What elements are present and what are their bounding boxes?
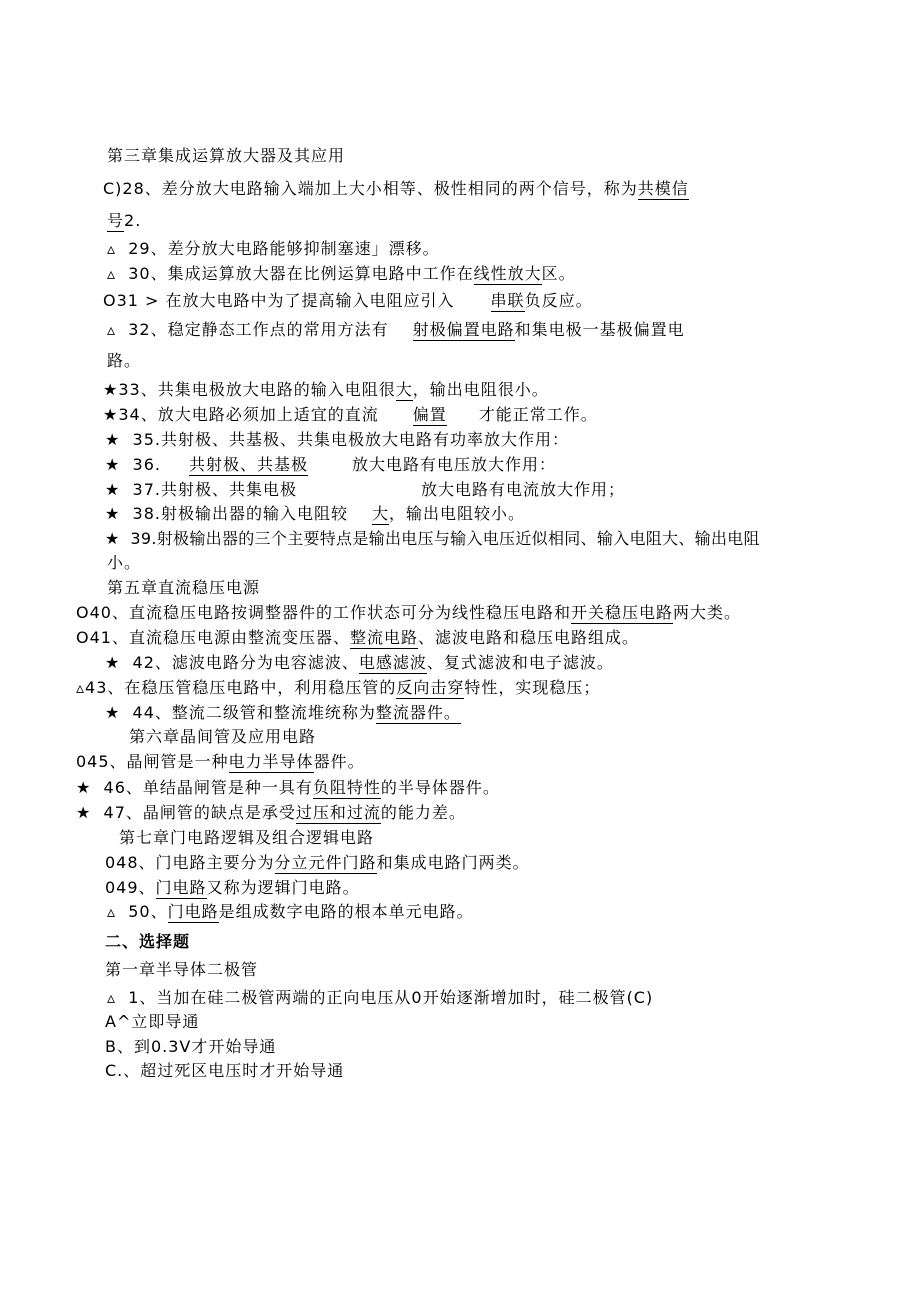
- question-28-cont: 号2.: [107, 211, 142, 230]
- answer-blank: 分立元件门路: [274, 853, 377, 872]
- question-36: ★ 36. 共射极、共基极 放大电路有电压放大作用：: [105, 455, 556, 474]
- question-45: 045、晶闸管是一种电力半导体器件。: [76, 752, 365, 771]
- question-49: 049、门电路又称为逻辑门电路。: [105, 878, 360, 897]
- answer-blank: 开关稳压电路: [570, 603, 673, 622]
- answer-blank: 共模信: [637, 179, 689, 198]
- question-28: C)28、差分放大电路输入端加上大小相等、极性相同的两个信号，称为共模信: [103, 179, 689, 198]
- answer-blank: 线性放大: [473, 264, 542, 283]
- option-b: B、到0.3V才开始导通: [105, 1037, 277, 1056]
- answer-blank: 射极偏置电路: [412, 320, 515, 339]
- answer-blank: 串联: [490, 291, 525, 310]
- answer-blank: 过压和过流: [295, 803, 381, 822]
- chapter-7-title: 第七章门电路逻辑及组合逻辑电路: [119, 828, 375, 847]
- answer-blank: 电感滤波: [358, 653, 427, 672]
- chapter-6-title: 第六章晶间管及应用电路: [129, 727, 317, 746]
- answer-blank: 共射极、共基极: [188, 455, 308, 474]
- question-50: ▵ 50、门电路是组成数字电路的根本单元电路。: [107, 902, 474, 921]
- question-30: ▵ 30、集成运算放大器在比例运算电路中工作在线性放大区。: [107, 264, 576, 283]
- answer-blank: 号: [107, 211, 125, 230]
- answer-blank: 反向击穿: [396, 678, 465, 697]
- question-32: ▵ 32、稳定静态工作点的常用方法有 射极偏置电路和集电极一基极偏置电: [107, 320, 685, 339]
- question-33: ★33、共集电极放大电路的输入电阻很大，输出电阻很小。: [103, 380, 549, 399]
- question-40: O40、直流稳压电路按调整器件的工作状态可分为线性稳压电路和开关稳压电路两大类。: [76, 603, 741, 622]
- answer-blank: 大: [371, 504, 389, 523]
- answer-blank: 偏置: [412, 405, 447, 424]
- answer-blank: 整流器件。: [375, 703, 461, 722]
- question-39-cont: 小。: [107, 553, 142, 572]
- answer-blank: 负阻特性: [312, 778, 381, 797]
- option-c: C.、超过死区电压时才开始导通: [105, 1061, 345, 1080]
- answer-blank: 门电路: [155, 878, 207, 897]
- question-39: ★ 39.射极输出器的三个主要特点是输出电压与输入电压近似相同、输入电阻大、输出电阻: [105, 529, 760, 548]
- question-35: ★ 35.共射极、共基极、共集电极放大电路有功率放大作用：: [105, 430, 569, 449]
- question-47: ★ 47、晶闸管的缺点是承受过压和过流的能力差。: [76, 803, 466, 822]
- option-a: A^立即导通: [105, 1012, 200, 1031]
- question-46: ★ 46、单结晶闸管是种一具有负阻特性的半导体器件。: [76, 778, 500, 797]
- mc-question-1: ▵ 1、当加在硅二极管两端的正向电压从0开始逐渐增加时，硅二极管(C): [107, 988, 654, 1007]
- chapter-1-title: 第一章半导体二极管: [105, 960, 259, 979]
- question-32-cont: 路。: [107, 351, 142, 370]
- question-38: ★ 38.射极输出器的输入电阻较 大，输出电阻较小。: [105, 504, 525, 523]
- answer-blank: 大: [395, 380, 413, 399]
- section-2-heading: 二、选择题: [105, 932, 191, 951]
- chapter-5-title: 第五章直流稳压电源: [107, 578, 261, 597]
- answer-blank: 门电路: [167, 902, 219, 921]
- question-42: ★ 42、滤波电路分为电容滤波、电感滤波、复式滤波和电子滤波。: [105, 653, 614, 672]
- question-29: ▵ 29、差分放大电路能够抑制塞速」漂移。: [107, 239, 440, 258]
- question-31: O31 > 在放大电路中为了提高输入电阻应引入 串联负反应。: [103, 291, 593, 310]
- question-41: O41、直流稳压电源由整流变压器、整流电路、滤波电路和稳压电路组成。: [76, 628, 639, 647]
- question-48: 048、门电路主要分为分立元件门路和集成电路门两类。: [105, 853, 530, 872]
- chapter-3-title: 第三章集成运算放大器及其应用: [107, 146, 346, 165]
- question-34: ★34、放大电路必须加上适宜的直流 偏置 才能正常工作。: [103, 405, 598, 424]
- answer-blank: 电力半导体: [228, 752, 314, 771]
- answer-blank: 整流电路: [349, 628, 418, 647]
- question-43: ▵43、在稳压管稳压电路中，利用稳压管的反向击穿特性，实现稳压；: [76, 678, 601, 697]
- question-44: ★ 44、整流二级管和整流堆统称为整流器件。: [105, 703, 461, 722]
- question-37: ★ 37.共射极、共集电极 放大电路有电流放大作用；: [105, 480, 625, 499]
